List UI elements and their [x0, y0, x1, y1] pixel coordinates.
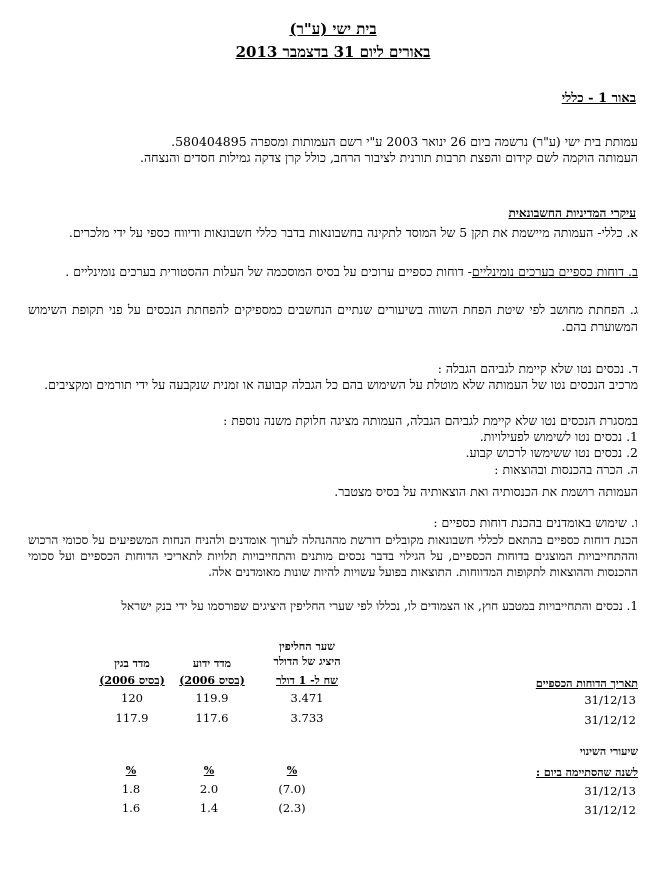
report-date-label: תאריך הדוחות הכספיים — [535, 677, 638, 690]
org-title: בית ישי (ע"ר) — [289, 20, 377, 38]
table2-row1-rate: (7.0) — [278, 782, 306, 796]
table1-row2-due: 117.9 — [115, 711, 149, 725]
policy-b-title: ב. דוחות כספיים בערכים נומינליים — [471, 264, 638, 279]
table2-row1-due: 1.8 — [121, 782, 141, 796]
rate-header-line2: היציג של הדולר — [273, 655, 341, 668]
section-h-text: העמותה רושמת את הכנסותיה ואת הוצאותיה על בסיס מצטבר. — [334, 484, 638, 499]
table1-row1-rate: 3.471 — [290, 691, 324, 705]
table2-row2-rate: (2.3) — [278, 801, 306, 815]
year-ended-label: לשנה שהסתיימה ביום : — [536, 766, 638, 779]
table1-row2-rate: 3.733 — [290, 711, 324, 725]
table2-row1-date: 31/12/13 — [584, 784, 636, 798]
policy-b — [28, 264, 638, 281]
table1-row2-known: 117.6 — [195, 711, 229, 725]
note1-line2: העמותה הוקמה לשם קידום והפצת תרבות תורנית לציבור הרחב, כולל קרן צדקה גמילות חסדים והנצחה. — [140, 150, 638, 165]
table1-row2-date: 31/12/12 — [584, 713, 636, 727]
table2-row2-date: 31/12/12 — [584, 803, 636, 817]
note1-heading: באור 1 - כללי — [561, 91, 636, 106]
table1-row1-date: 31/12/13 — [584, 693, 636, 707]
rate-header-line3: שח ל- 1 דולר — [276, 674, 338, 687]
section-d-title: ד. נכסים נטו שלא קיימת לגביהם הגבלה : — [437, 361, 638, 376]
known-index-base: (בסיס 2006) — [179, 674, 245, 687]
report-subtitle: באורים ליום 31 בדצמבר 2013 — [235, 43, 431, 61]
policy-c: ג. הפחתת מחושב לפי שיטת הפחת השווה בשיעורים שנתיים הנחשבים כמספיקים להפחתת הנכסים על פני תקופת השימוש המשוערת בהם. — [28, 302, 638, 334]
due-index-header: מדד בגין — [114, 657, 150, 670]
section-v-title: ו. שימוש באומדנים בהכנת דוחות כספיים : — [433, 515, 638, 530]
table2-row2-known: 1.4 — [199, 801, 219, 815]
pct-header-due: % — [125, 764, 137, 777]
section-h-title: ה. הכרה בהכנסות ובהוצאות : — [494, 462, 638, 477]
section-d-text1: מרכיב הנכסים נטו של העמותה שלא מוטלת על השימוש בהם כל הגבלה קבועה או זמנית שנקבעה על ידי תורמים ומקציבים. — [44, 377, 638, 392]
section-d-text2: במסגרת הנכסים נטו שלא קיימת לגביהם הגבלה, העמותה מציגה חלוקת משנה נוספת : — [223, 413, 638, 428]
due-index-base: (בסיס 2006) — [99, 674, 165, 687]
section-v-item1: 1. נכסים והתחייבויות במטבע חוץ, או הצמודים לו, נכללו לפי שערי החליפין היציגים שפורסמו על ידי בנק ישראל — [121, 599, 638, 613]
change-rates-label: שיעורי השינוי — [579, 745, 638, 758]
policies-heading: עיקרי המדיניות החשבונאית — [508, 206, 636, 220]
known-index-header: מדד ידוע — [192, 657, 232, 670]
table1-row1-known: 119.9 — [195, 691, 229, 705]
section-d-item1: 1. נכסים נטו לשימוש לפעילויות. — [479, 429, 638, 444]
table2-row1-known: 2.0 — [199, 782, 219, 796]
pct-header-rate: % — [286, 764, 298, 777]
pct-header-known: % — [203, 764, 215, 777]
policy-a: א. כללי- העמותה מיישמת את תקן 5 של המוסד לתקינה בחשבונאות בדבר כללי חשבונאות ודיווח כספי על ידי מלכרים. — [68, 225, 638, 240]
policy-b-text: - דוחות כספיים ערוכים על בסיס המוסכמה של העלות ההסטורית בערכים נומינליים . — [65, 264, 472, 279]
section-d-item2: 2. נכסים נטו ששימשו לרכוש קבוע. — [465, 445, 638, 460]
note1-line1: עמותת בית ישי (ע"ר) נרשמה ביום 26 ינואר 2003 ע"י רשם העמותות ומספרה 580404895. — [171, 134, 638, 149]
section-v-text: הכנת דוחות כספיים בהתאם לכללי חשבונאות מקובלים דורשת מההנהלה לערוך אומדנים ולהניח הנחות המשפיעים על סכומי הרכוש וההתחייבויות המוצגים בדוחות הכספיים, על הגילוי בדבר נכסים מותנים והתחייבויות תלויות לתאריכי הדוחות הכספיים ועל סכומי ההכנסות וההוצאות לתקופות המדווחות. התוצאות בפועל עשויות להיות שונות מאומדנים אלה. — [28, 533, 638, 579]
table2-row2-due: 1.6 — [121, 801, 141, 815]
rate-header-line1: שער החליפין — [279, 640, 335, 653]
table1-row1-due: 120 — [121, 691, 143, 705]
